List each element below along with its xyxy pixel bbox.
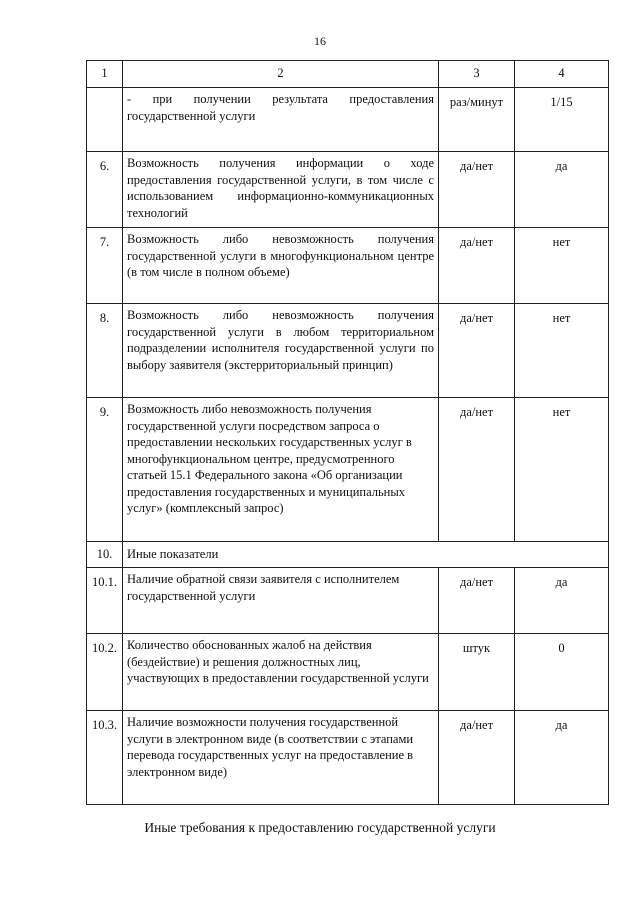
row-number: 7.	[87, 228, 123, 304]
row-number: 10.2.	[87, 634, 123, 711]
table-row	[87, 568, 609, 634]
row-description: Количество обоснованных жалоб на действия (бездействие) и решения должностных лиц, участвующих в предоставлении государственной услуги	[123, 634, 439, 711]
row-value: нет	[515, 398, 609, 542]
row-unit: да/нет	[439, 568, 515, 634]
row-value: нет	[515, 304, 609, 398]
row-description: Возможность получения информации о ходе предоставления государственной услуги, в том числе с использованием информационно-коммуникационных технологий	[123, 152, 439, 228]
row-unit: да/нет	[439, 711, 515, 805]
row-value: 1/15	[515, 88, 609, 152]
header-col-2: 2	[123, 61, 439, 88]
row-value: 0	[515, 634, 609, 711]
row-number	[87, 88, 123, 152]
row-number: 10.3.	[87, 711, 123, 805]
row-unit: да/нет	[439, 398, 515, 542]
row-description: Наличие возможности получения государственной услуги в электронном виде (в соответствии с этапами перевода государственных услуг на предоставление в электронном виде)	[123, 711, 439, 805]
row-description: - при получении результата предоставления государственной услуги	[123, 88, 439, 152]
table-row	[87, 228, 609, 304]
indicators-table	[86, 60, 609, 805]
table-row	[87, 152, 609, 228]
row-unit: да/нет	[439, 152, 515, 228]
table-header-row	[87, 61, 609, 88]
row-number: 8.	[87, 304, 123, 398]
row-unit: да/нет	[439, 304, 515, 398]
row-unit: штук	[439, 634, 515, 711]
row-description: Возможность либо невозможность получения государственной услуги в любом территориальном подразделении исполнителя государственной услуги по выбору заявителя (экстерриториальный принцип)	[123, 304, 439, 398]
header-col-4: 4	[515, 61, 609, 88]
section-heading: Иные требования к предоставлению государственной услуги	[144, 820, 496, 835]
header-col-3: 3	[439, 61, 515, 88]
table-row	[87, 304, 609, 398]
row-value: да	[515, 568, 609, 634]
row-description: Возможность либо невозможность получения государственной услуги в многофункциональном центре (в том числе в полном объеме)	[123, 228, 439, 304]
row-number: 10.1.	[87, 568, 123, 634]
section-title: Иные показатели	[123, 542, 609, 568]
row-unit: да/нет	[439, 228, 515, 304]
row-description: Возможность либо невозможность получения государственной услуги посредством запроса о предоставлении нескольких государственных услуг в многофункциональном центре, предусмотренного статьей 15.1 Федерального закона «Об организации предоставления государственных и муниципальных услуг» (комплексный запрос)	[123, 398, 439, 542]
row-value: нет	[515, 228, 609, 304]
row-number: 9.	[87, 398, 123, 542]
table-row	[87, 711, 609, 805]
row-value: да	[515, 152, 609, 228]
row-unit: раз/минут	[439, 88, 515, 152]
table-row	[87, 634, 609, 711]
table-row-section	[87, 542, 609, 568]
table-row	[87, 398, 609, 542]
row-number: 10.	[87, 542, 123, 568]
row-number: 6.	[87, 152, 123, 228]
row-description: Наличие обратной связи заявителя с исполнителем государственной услуги	[123, 568, 439, 634]
page-number: 16	[314, 34, 326, 48]
row-value: да	[515, 711, 609, 805]
header-col-1: 1	[87, 61, 123, 88]
table-row	[87, 88, 609, 152]
